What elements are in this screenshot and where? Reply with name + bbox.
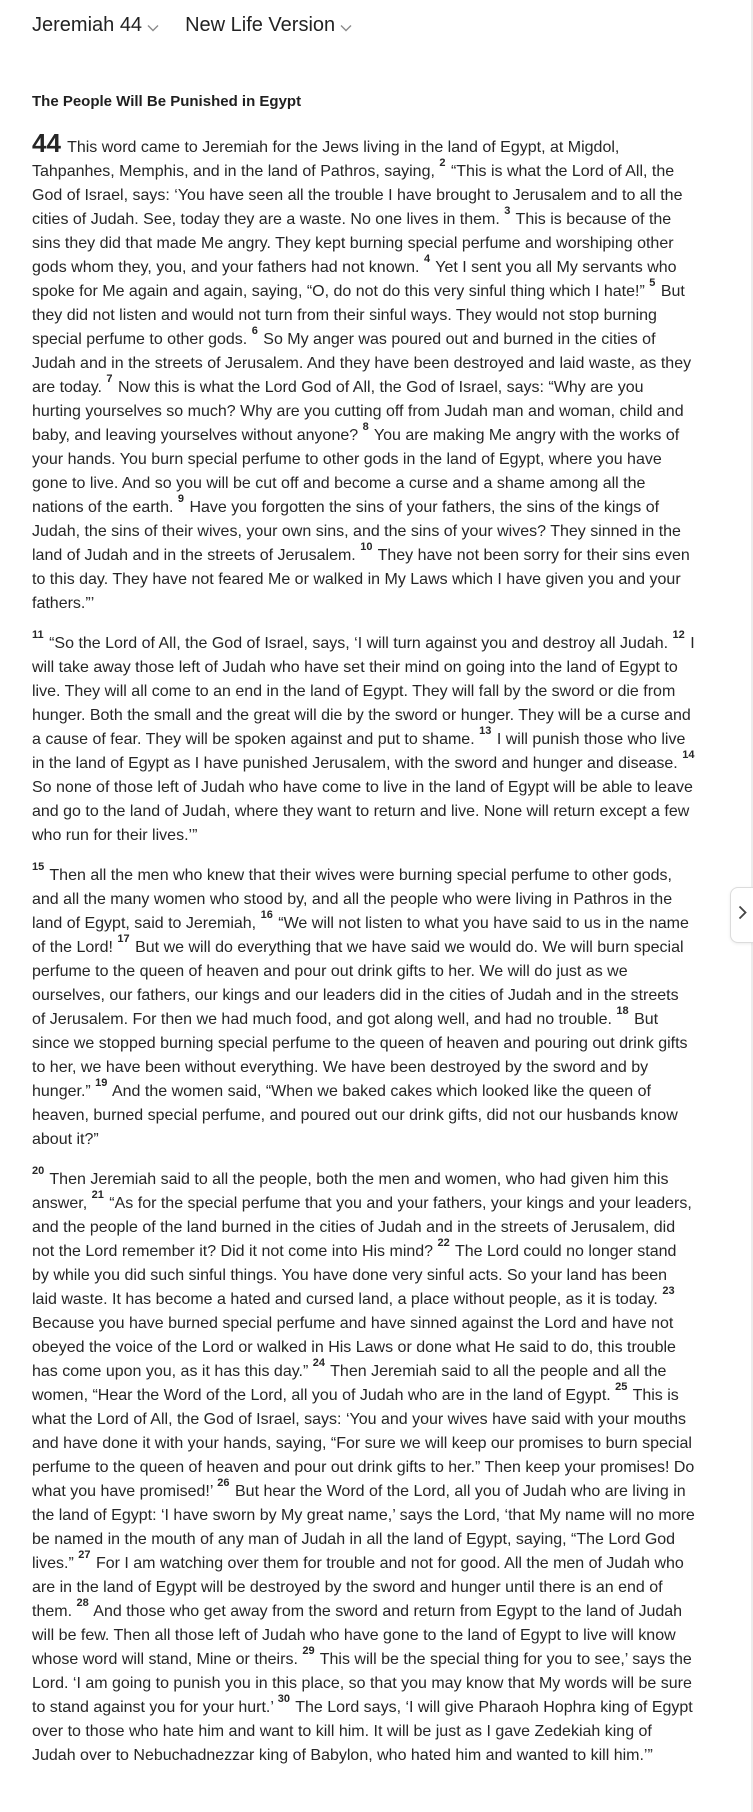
verse-number: 3 <box>504 205 511 217</box>
verse-number: 8 <box>362 421 369 433</box>
verse-number: 17 <box>117 933 130 945</box>
verse-text: I will take away those left of Judah who have set their mind on going into the land of Egypt to live. They will all come to an end in the land of Egypt. They will fall by the sword or die from hunger. Both the small and the great will die by the sword or hunger. They will be a curse and a cause of fear. They will be spoken against and put to shame. <box>32 635 695 748</box>
paragraph <box>32 1165 696 1768</box>
verse-number: 12 <box>672 629 685 641</box>
verse-number: 6 <box>251 325 258 337</box>
verse-number: 15 <box>32 861 45 873</box>
verse-text: But they did not listen and would not turn from their sinful ways. They would not stop burning special perfume to other gods. <box>32 283 685 348</box>
verse-text: “As for the special perfume that you and your fathers, your kings and your leaders, and the people of the land burned in the cities of Judah and in the streets of Jerusalem, did not the Lord remember it? Did it not come into His mind? <box>32 1195 692 1260</box>
chapter-number: 44 <box>32 128 61 158</box>
verse-number: 4 <box>423 253 431 265</box>
verse-text: And the women said, “When we baked cakes which looked like the queen of heaven, burned special perfume, and poured out our drink gifts, did not our husbands know about it?” <box>32 1083 678 1148</box>
verse-number: 2 <box>439 157 446 169</box>
verse-number: 25 <box>615 1381 628 1393</box>
verse-number: 21 <box>91 1189 104 1201</box>
paragraph <box>32 861 696 1152</box>
version-selector[interactable] <box>185 14 352 37</box>
chevron-right-icon <box>738 905 747 925</box>
chapter-selector-label: Jeremiah 44 <box>32 14 143 36</box>
verse-text: They have not been sorry for their sins even to this day. They have not feared Me or walked in My Laws which I have given you and your fathers.”’ <box>32 547 690 612</box>
verse-number: 9 <box>177 493 185 505</box>
verse-text: This is because of the sins they did that made Me angry. They kept burning special perfume and worshiping other gods whom they, you, and your fathers had not known. <box>32 211 674 276</box>
verse-text: “So the Lord of All, the God of Israel, says, ‘I will turn against you and destroy all Judah. <box>49 635 669 652</box>
verse-number: 7 <box>106 373 113 385</box>
verse-text: Then Jeremiah said to all the people, both the men and women, who had given him this answer, <box>32 1171 669 1212</box>
paragraph <box>32 629 696 848</box>
verse-number: 14 <box>682 749 695 761</box>
verse-text: Now this is what the Lord God of All, the God of Israel, says: “Why are you hurting yourselves so much? Why are you cutting off from Judah man and woman, child and baby, and leaving yourselves without anyone? <box>32 379 684 444</box>
verse-number: 10 <box>360 541 373 553</box>
next-chapter-button[interactable] <box>730 887 753 943</box>
verse-number: 16 <box>260 909 273 921</box>
verse-number: 28 <box>76 1597 89 1609</box>
verse-text: “We will not listen to what you have said to us in the name of the Lord! <box>32 915 689 956</box>
version-selector-label: New Life Version <box>185 14 336 36</box>
verse-text: Have you forgotten the sins of your fathers, the sins of the kings of Judah, the sins of their wives, your own sins, and the sins of your wives? They sinned in the land of Judah and in the streets of Jerusalem. <box>32 499 681 564</box>
verse-text: And those who get away from the sword and return from Egypt to the land of Judah will be few. Then all those left of Judah who have gone to the land of Egypt to live will know whose word will stand, Mine or theirs. <box>32 1603 683 1668</box>
verse-text: Because you have burned special perfume and have sinned against the Lord and have not obeyed the voice of the Lord or walked in His Laws or done what He said to do, this trouble has come upon you, as it has this day.” <box>32 1315 676 1380</box>
verse-number: 19 <box>95 1077 108 1089</box>
verse-text: The Lord could no longer stand by while you did such sinful things. You have done very sinful acts. So your land has been laid waste. It has become a hated and cursed land, a place without people, as it is today. <box>32 1243 677 1308</box>
verse-text: This will be the special thing for you to see,’ says the Lord. ‘I am going to punish you in this place, so that you may know that My words will be sure to stand against you for your hurt.’ <box>32 1651 692 1716</box>
verse-text: But since we stopped burning special perfume to the queen of heaven and pouring out drink gifts to her, we have been without everything. We have been destroyed by the sword and by hunger.” <box>32 1011 688 1100</box>
verse-text: Then all the men who knew that their wives were burning special perfume to other gods, and all the many women who stood by, and all the people who were living in Pathros in the land of Egypt, said to Jeremiah, <box>32 867 673 932</box>
verse-text: You are making Me angry with the works of your hands. You burn special perfume to other gods in the land of Egypt, where you have gone to live. And so you will be cut off and become a curse and a shame among all the nations of the earth. <box>32 427 680 516</box>
verse-number: 11 <box>32 629 44 641</box>
verse[interactable] <box>32 1077 678 1148</box>
verse-text: This is what the Lord of All, the God of Israel, says: ‘You and your wives have said with your mouths and have done it with your hands, saying, “For sure we will keep our promises to burn special perfume to the queen of heaven and pour out drink gifts to her.” Then keep your promises! Do what you have promised!’ <box>32 1387 695 1500</box>
verse-text: “This is what the Lord of All, the God of Israel, says: ‘You have seen all the trouble I have brought to Jerusalem and to all the cities of Judah. See, today they are a waste. No one lives in them. <box>32 163 683 228</box>
verse-number: 23 <box>662 1285 675 1297</box>
verse-number: 30 <box>277 1693 291 1705</box>
verse-text: So none of those left of Judah who have come to live in the land of Egypt will be able to leave and go to the land of Judah, where they want to return and live. None will return except a few who run for their lives.’” <box>32 779 693 844</box>
passage-paragraphs <box>32 128 696 1768</box>
verse-text: The Lord says, ‘I will give Pharaoh Hophra king of Egypt over to those who hate him and want to kill him. It will be just as I gave Zedekiah king of Judah over to Nebuchadnezzar king of Babylon, who hated him and wanted to kill him.’” <box>32 1699 693 1764</box>
verse-text: So My anger was poured out and burned in the cities of Judah and in the streets of Jerusalem. And they have been destroyed and laid waste, as they are today. <box>32 331 692 396</box>
paragraph <box>32 128 696 616</box>
verse-text: But hear the Word of the Lord, all you of Judah who are living in the land of Egypt: ‘I have sworn by My great name,’ says the Lord, ‘that My name will no more be named in the mouth of any man of Judah in all the land of Egypt, saying, “The Lord God lives.” <box>32 1483 695 1572</box>
verse-text: Then Jeremiah said to all the people and all the women, “Hear the Word of the Lord, all you of Judah who are in the land of Egypt. <box>32 1363 667 1404</box>
verse-text: I will punish those who live in the land of Egypt as I have punished Jerusalem, with the sword and hunger and disease. <box>32 731 686 772</box>
section-heading: The People Will Be Punished in Egypt <box>32 93 302 110</box>
passage-content <box>32 92 696 1784</box>
chevron-down-icon <box>340 24 352 32</box>
verse-number: 13 <box>479 725 492 737</box>
reader-header <box>32 14 378 37</box>
verse-number: 18 <box>616 1005 629 1017</box>
verse-number: 24 <box>312 1357 325 1369</box>
chapter-selector[interactable] <box>32 14 159 37</box>
verse-number: 29 <box>302 1645 315 1657</box>
verse-number: 20 <box>32 1165 45 1177</box>
verse[interactable] <box>32 629 669 652</box>
verse-number: 27 <box>78 1549 91 1561</box>
verse-number: 22 <box>437 1237 450 1249</box>
verse-text: But we will do everything that we have said we would do. We will burn special perfume to the queen of heaven and pour out drink gifts to her. We will do just as we ourselves, our fathers, our kings and our leaders did in the cities of Judah and in the streets of Jerusalem. For then we had much food, and got along well, and had no trouble. <box>32 939 684 1028</box>
verse-number: 5 <box>649 277 656 289</box>
verse-number: 26 <box>217 1477 230 1489</box>
verse-text: Yet I sent you all My servants who spoke for Me again and again, saying, “O, do not do this very sinful thing which I hate!” <box>32 259 677 300</box>
verse-text: For I am watching over them for trouble and not for good. All the men of Judah who are in the land of Egypt will be destroyed by the sword and hunger until there is an end of them. <box>32 1555 684 1620</box>
verse-text: This word came to Jeremiah for the Jews living in the land of Egypt, at Migdol, Tahpanhes, Memphis, and in the land of Pathros, saying, <box>32 139 620 180</box>
chevron-down-icon <box>147 24 159 32</box>
